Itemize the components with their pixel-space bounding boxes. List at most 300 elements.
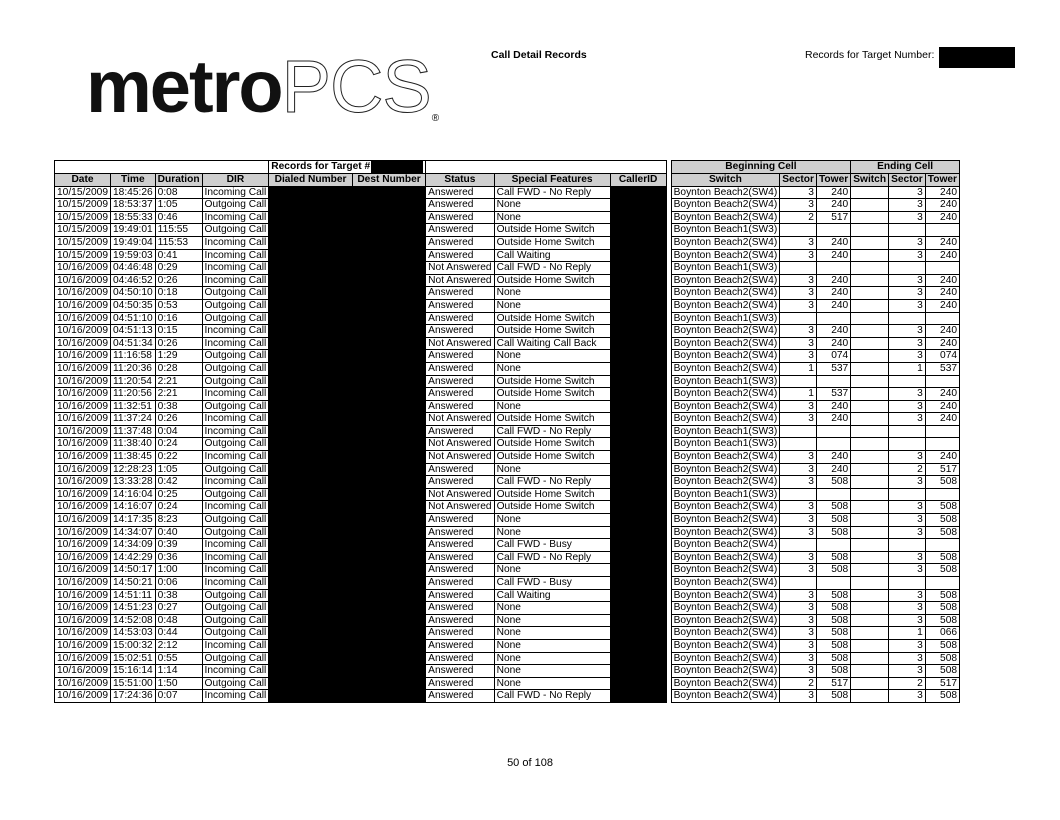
cell-begin-switch: Boynton Beach1(SW3) [671, 488, 780, 501]
cell-begin-switch: Boynton Beach2(SW4) [671, 388, 780, 401]
redact-dialed [269, 539, 353, 552]
table-row [55, 614, 960, 627]
cell-begin-switch: Boynton Beach2(SW4) [671, 249, 780, 262]
page-number: 50 of 108 [507, 757, 553, 769]
cell-date: 10/16/2009 [55, 602, 111, 615]
table-row [55, 299, 960, 312]
cell-begin-sector: 3 [780, 501, 817, 514]
redact-dialed [269, 274, 353, 287]
records-for-target-header [269, 161, 426, 174]
cell-begin-sector [780, 539, 817, 552]
cell-dir: Incoming Call [202, 501, 269, 514]
redact-dialed [269, 388, 353, 401]
cell-duration: 0:26 [155, 274, 202, 287]
cell-date: 10/16/2009 [55, 564, 111, 577]
cell-duration: 0:55 [155, 652, 202, 665]
redact-callerid [610, 639, 666, 652]
cell-end-sector: 3 [889, 690, 926, 703]
col-end-tower: Tower [925, 174, 959, 187]
redaction-bar [939, 47, 1015, 68]
cell-begin-tower: 508 [816, 514, 850, 527]
redact-callerid [610, 514, 666, 527]
cell-end-tower: 508 [925, 690, 959, 703]
cell-special-features: None [494, 287, 610, 300]
cell-begin-tower: 240 [816, 287, 850, 300]
cell-date: 10/16/2009 [55, 514, 111, 527]
cell-end-switch [851, 388, 889, 401]
cell-begin-sector: 3 [780, 400, 817, 413]
cell-status: Answered [426, 224, 494, 237]
cell-date: 10/16/2009 [55, 665, 111, 678]
redact-dest [352, 665, 425, 678]
redact-dest [352, 652, 425, 665]
cell-end-sector: 3 [889, 665, 926, 678]
redact-callerid [610, 186, 666, 199]
table-row [55, 362, 960, 375]
cell-begin-sector: 1 [780, 362, 817, 375]
cell-date: 10/16/2009 [55, 413, 111, 426]
redact-dest [352, 262, 425, 275]
cell-begin-sector: 3 [780, 274, 817, 287]
redact-dialed [269, 249, 353, 262]
cell-duration: 0:42 [155, 476, 202, 489]
cell-date: 10/16/2009 [55, 425, 111, 438]
cell-dir: Incoming Call [202, 690, 269, 703]
cell-begin-sector: 3 [780, 337, 817, 350]
cell-duration: 2:21 [155, 375, 202, 388]
cell-date: 10/16/2009 [55, 551, 111, 564]
cell-duration: 8:23 [155, 514, 202, 527]
redact-dest [352, 501, 425, 514]
cell-end-switch [851, 337, 889, 350]
cell-end-sector: 3 [889, 186, 926, 199]
cell-date: 10/16/2009 [55, 463, 111, 476]
redact-callerid [610, 501, 666, 514]
cell-end-sector: 3 [889, 551, 926, 564]
cell-duration: 0:27 [155, 602, 202, 615]
cell-special-features: Call FWD - Busy [494, 539, 610, 552]
cell-begin-sector: 3 [780, 463, 817, 476]
cell-end-tower: 517 [925, 463, 959, 476]
cell-end-tower [925, 438, 959, 451]
cell-special-features: Call Waiting [494, 249, 610, 262]
cell-end-tower: 074 [925, 350, 959, 363]
cell-time: 15:02:51 [111, 652, 156, 665]
cell-date: 10/16/2009 [55, 639, 111, 652]
redact-dest [352, 614, 425, 627]
cell-duration: 0:44 [155, 627, 202, 640]
cell-dir: Incoming Call [202, 564, 269, 577]
cell-end-switch [851, 564, 889, 577]
cell-end-sector: 3 [889, 413, 926, 426]
cell-end-sector: 3 [889, 211, 926, 224]
cell-dir: Incoming Call [202, 262, 269, 275]
cell-end-switch [851, 602, 889, 615]
redact-dialed [269, 312, 353, 325]
redact-dest [352, 249, 425, 262]
cell-begin-switch: Boynton Beach2(SW4) [671, 400, 780, 413]
cell-date: 10/16/2009 [55, 539, 111, 552]
cell-dir: Outgoing Call [202, 526, 269, 539]
logo-bold-text: metro [86, 45, 282, 128]
cell-duration: 2:12 [155, 639, 202, 652]
redact-dialed [269, 425, 353, 438]
cell-begin-tower: 537 [816, 362, 850, 375]
redact-dialed [269, 677, 353, 690]
cell-special-features: Call FWD - No Reply [494, 476, 610, 489]
cell-status: Answered [426, 287, 494, 300]
cell-begin-switch: Boynton Beach2(SW4) [671, 362, 780, 375]
cell-date: 10/16/2009 [55, 350, 111, 363]
cell-status: Answered [426, 325, 494, 338]
redact-dialed [269, 501, 353, 514]
cell-end-tower: 508 [925, 476, 959, 489]
cell-end-sector: 3 [889, 501, 926, 514]
cell-dir: Incoming Call [202, 665, 269, 678]
cell-special-features: None [494, 614, 610, 627]
cell-begin-switch: Boynton Beach2(SW4) [671, 551, 780, 564]
cell-end-tower [925, 375, 959, 388]
cell-begin-sector: 3 [780, 249, 817, 262]
redact-dest [352, 564, 425, 577]
redact-callerid [610, 274, 666, 287]
cell-dir: Outgoing Call [202, 224, 269, 237]
cell-duration: 0:38 [155, 400, 202, 413]
cell-date: 10/16/2009 [55, 476, 111, 489]
cell-end-sector [889, 539, 926, 552]
cell-date: 10/15/2009 [55, 224, 111, 237]
cell-time: 04:50:35 [111, 299, 156, 312]
cell-special-features: None [494, 639, 610, 652]
cell-date: 10/16/2009 [55, 362, 111, 375]
table-row [55, 325, 960, 338]
cell-date: 10/16/2009 [55, 438, 111, 451]
redact-dialed [269, 526, 353, 539]
cell-date: 10/16/2009 [55, 312, 111, 325]
cell-begin-sector [780, 224, 817, 237]
cell-date: 10/16/2009 [55, 652, 111, 665]
cell-begin-tower: 508 [816, 652, 850, 665]
cell-begin-sector: 3 [780, 690, 817, 703]
cell-end-tower: 240 [925, 388, 959, 401]
redact-dest [352, 589, 425, 602]
cell-begin-switch: Boynton Beach2(SW4) [671, 514, 780, 527]
table-row [55, 262, 960, 275]
cell-begin-sector: 3 [780, 186, 817, 199]
table-group-header [55, 161, 960, 174]
table-row [55, 438, 960, 451]
cell-time: 11:37:48 [111, 425, 156, 438]
cell-end-tower: 508 [925, 514, 959, 527]
cell-duration: 0:39 [155, 539, 202, 552]
table-row [55, 577, 960, 590]
cell-special-features: Outside Home Switch [494, 375, 610, 388]
redact-dest [352, 677, 425, 690]
col-status: Status [426, 174, 494, 187]
cell-date: 10/16/2009 [55, 375, 111, 388]
cell-begin-sector: 2 [780, 677, 817, 690]
cell-special-features: None [494, 463, 610, 476]
redact-dialed [269, 463, 353, 476]
cell-time: 14:51:23 [111, 602, 156, 615]
table-body [55, 186, 960, 702]
cell-status: Answered [426, 627, 494, 640]
cell-end-switch [851, 299, 889, 312]
cell-end-sector: 3 [889, 274, 926, 287]
cell-duration: 1:14 [155, 665, 202, 678]
redact-dialed [269, 287, 353, 300]
cell-status: Answered [426, 199, 494, 212]
col-special-features: Special Features [494, 174, 610, 187]
cell-duration: 0:26 [155, 413, 202, 426]
cell-begin-switch: Boynton Beach2(SW4) [671, 476, 780, 489]
cell-special-features: None [494, 299, 610, 312]
cell-duration: 0:06 [155, 577, 202, 590]
cell-begin-switch: Boynton Beach2(SW4) [671, 627, 780, 640]
cell-begin-sector: 3 [780, 299, 817, 312]
cell-begin-sector: 2 [780, 211, 817, 224]
cell-begin-switch: Boynton Beach2(SW4) [671, 577, 780, 590]
cell-end-switch [851, 350, 889, 363]
cell-begin-sector: 3 [780, 451, 817, 464]
cell-special-features: None [494, 652, 610, 665]
cell-duration: 0:15 [155, 325, 202, 338]
table-row [55, 665, 960, 678]
redact-callerid [610, 438, 666, 451]
cell-duration: 1:29 [155, 350, 202, 363]
cell-end-tower: 508 [925, 501, 959, 514]
cell-end-sector: 3 [889, 400, 926, 413]
cell-date: 10/15/2009 [55, 199, 111, 212]
redact-dialed [269, 362, 353, 375]
cell-end-sector: 3 [889, 476, 926, 489]
cell-date: 10/16/2009 [55, 488, 111, 501]
cell-dir: Incoming Call [202, 639, 269, 652]
cell-dir: Incoming Call [202, 425, 269, 438]
cell-duration: 0:46 [155, 211, 202, 224]
cell-special-features: None [494, 211, 610, 224]
cell-end-tower: 240 [925, 413, 959, 426]
redact-callerid [610, 224, 666, 237]
cell-end-tower: 508 [925, 652, 959, 665]
table-row [55, 236, 960, 249]
cell-dir: Outgoing Call [202, 438, 269, 451]
cell-end-switch [851, 199, 889, 212]
cell-begin-tower: 240 [816, 413, 850, 426]
cell-duration: 0:25 [155, 488, 202, 501]
table-row [55, 627, 960, 640]
cell-end-tower: 240 [925, 186, 959, 199]
cell-date: 10/16/2009 [55, 627, 111, 640]
cell-end-tower [925, 425, 959, 438]
cell-time: 14:50:21 [111, 577, 156, 590]
table-row [55, 526, 960, 539]
cell-end-tower: 508 [925, 614, 959, 627]
redact-dialed [269, 337, 353, 350]
cell-duration: 0:29 [155, 262, 202, 275]
cell-begin-switch: Boynton Beach1(SW3) [671, 438, 780, 451]
redact-callerid [610, 249, 666, 262]
redact-dialed [269, 199, 353, 212]
col-dialed-number: Dialed Number [269, 174, 353, 187]
cell-end-sector: 3 [889, 199, 926, 212]
redact-dialed [269, 299, 353, 312]
cell-time: 15:16:14 [111, 665, 156, 678]
cell-status: Answered [426, 665, 494, 678]
cell-end-tower: 508 [925, 665, 959, 678]
cell-duration: 0:26 [155, 337, 202, 350]
redact-callerid [610, 425, 666, 438]
cell-duration: 0:04 [155, 425, 202, 438]
metropcs-logo [86, 45, 440, 128]
cell-end-switch [851, 539, 889, 552]
cell-time: 15:00:32 [111, 639, 156, 652]
cell-special-features: Call FWD - No Reply [494, 425, 610, 438]
cell-end-switch [851, 211, 889, 224]
cell-end-tower: 240 [925, 400, 959, 413]
cell-begin-sector: 3 [780, 325, 817, 338]
cell-begin-switch: Boynton Beach2(SW4) [671, 186, 780, 199]
cell-time: 14:34:07 [111, 526, 156, 539]
cell-time: 11:16:58 [111, 350, 156, 363]
redact-dialed [269, 350, 353, 363]
cell-dir: Incoming Call [202, 186, 269, 199]
redact-dest [352, 350, 425, 363]
redact-dialed [269, 224, 353, 237]
cell-end-switch [851, 639, 889, 652]
cell-duration: 0:38 [155, 589, 202, 602]
redact-callerid [610, 350, 666, 363]
cell-duration: 0:36 [155, 551, 202, 564]
cell-end-switch [851, 325, 889, 338]
cell-begin-switch: Boynton Beach2(SW4) [671, 413, 780, 426]
redact-dest [352, 551, 425, 564]
redact-dest [352, 451, 425, 464]
redact-callerid [610, 236, 666, 249]
redact-dialed [269, 665, 353, 678]
cell-time: 04:46:52 [111, 274, 156, 287]
cell-begin-switch: Boynton Beach1(SW3) [671, 224, 780, 237]
cell-time: 11:38:40 [111, 438, 156, 451]
redact-dest [352, 224, 425, 237]
cell-time: 14:16:07 [111, 501, 156, 514]
cell-begin-tower [816, 488, 850, 501]
redact-dialed [269, 602, 353, 615]
cell-status: Not Answered [426, 488, 494, 501]
redact-dialed [269, 488, 353, 501]
table-row [55, 539, 960, 552]
cell-status: Answered [426, 564, 494, 577]
table-row [55, 312, 960, 325]
cell-status: Answered [426, 614, 494, 627]
cell-special-features: Call FWD - No Reply [494, 186, 610, 199]
redact-callerid [610, 211, 666, 224]
cell-time: 18:45:26 [111, 186, 156, 199]
cell-end-sector [889, 262, 926, 275]
cell-date: 10/16/2009 [55, 690, 111, 703]
redact-dialed [269, 186, 353, 199]
logo-thin-text: PCS [281, 45, 431, 128]
cell-end-switch [851, 501, 889, 514]
cell-end-switch [851, 690, 889, 703]
cell-begin-tower: 508 [816, 627, 850, 640]
cell-begin-sector [780, 375, 817, 388]
cell-end-sector [889, 375, 926, 388]
cell-duration: 115:53 [155, 236, 202, 249]
cell-begin-switch: Boynton Beach2(SW4) [671, 501, 780, 514]
cell-dir: Outgoing Call [202, 375, 269, 388]
cell-end-sector: 3 [889, 388, 926, 401]
cell-begin-tower: 508 [816, 564, 850, 577]
cell-special-features: None [494, 199, 610, 212]
cell-end-switch [851, 274, 889, 287]
col-end-switch: Switch [851, 174, 889, 187]
cell-dir: Outgoing Call [202, 652, 269, 665]
cell-begin-tower: 517 [816, 211, 850, 224]
cell-status: Not Answered [426, 451, 494, 464]
cell-begin-switch: Boynton Beach2(SW4) [671, 287, 780, 300]
cell-begin-sector: 3 [780, 287, 817, 300]
cell-status: Answered [426, 602, 494, 615]
redact-callerid [610, 690, 666, 703]
cell-time: 14:34:09 [111, 539, 156, 552]
cell-begin-switch: Boynton Beach2(SW4) [671, 526, 780, 539]
cell-end-sector: 3 [889, 350, 926, 363]
redact-dest [352, 211, 425, 224]
cell-end-sector: 3 [889, 236, 926, 249]
cell-begin-sector: 3 [780, 602, 817, 615]
cell-special-features: Outside Home Switch [494, 388, 610, 401]
redact-dialed [269, 400, 353, 413]
cell-dir: Incoming Call [202, 577, 269, 590]
cell-begin-sector: 3 [780, 236, 817, 249]
cell-end-switch [851, 413, 889, 426]
cell-special-features: Outside Home Switch [494, 451, 610, 464]
cell-end-tower: 240 [925, 199, 959, 212]
redact-callerid [610, 375, 666, 388]
redact-dest [352, 325, 425, 338]
cell-duration: 0:41 [155, 249, 202, 262]
table-row [55, 375, 960, 388]
redact-callerid [610, 589, 666, 602]
redact-dialed [269, 690, 353, 703]
redact-dest [352, 425, 425, 438]
cell-status: Answered [426, 652, 494, 665]
cell-date: 10/16/2009 [55, 400, 111, 413]
cell-time: 11:32:51 [111, 400, 156, 413]
cell-status: Answered [426, 526, 494, 539]
cell-end-tower: 066 [925, 627, 959, 640]
redact-dialed [269, 639, 353, 652]
cell-dir: Outgoing Call [202, 602, 269, 615]
cell-end-sector [889, 577, 926, 590]
cell-begin-switch: Boynton Beach2(SW4) [671, 665, 780, 678]
col-end-sector: Sector [889, 174, 926, 187]
redact-dialed [269, 375, 353, 388]
cell-begin-switch: Boynton Beach2(SW4) [671, 337, 780, 350]
cell-end-sector: 3 [889, 639, 926, 652]
cell-status: Answered [426, 539, 494, 552]
cell-time: 12:28:23 [111, 463, 156, 476]
redact-callerid [610, 463, 666, 476]
cell-begin-tower: 240 [816, 186, 850, 199]
redact-dest [352, 199, 425, 212]
col-begin-sector: Sector [780, 174, 817, 187]
cell-begin-switch: Boynton Beach2(SW4) [671, 614, 780, 627]
redact-dest [352, 299, 425, 312]
cell-begin-switch: Boynton Beach1(SW3) [671, 375, 780, 388]
cell-status: Not Answered [426, 337, 494, 350]
